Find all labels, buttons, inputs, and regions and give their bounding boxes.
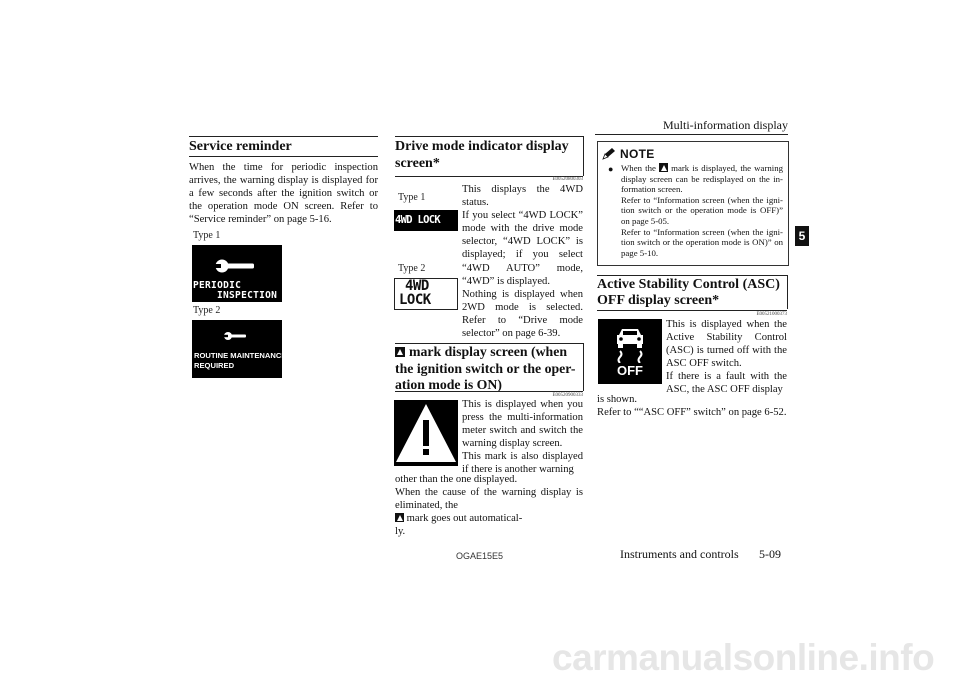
periodic-text: PERIODIC (193, 280, 242, 291)
header-rule (595, 134, 788, 135)
asc-text-narrow (666, 318, 787, 397)
note-body (621, 163, 783, 258)
lock-text: LOCK (399, 292, 431, 308)
asc-side-rule (787, 275, 788, 309)
section-heading-underline (189, 156, 378, 157)
warn-para3b: mark goes out automatical- (406, 513, 523, 525)
asc-para1: This is displayed when the Active Stability Control (ASC) is turned off with the ASC OFF switch. (666, 319, 787, 370)
warn-para2b: other than the one displayed. (395, 474, 518, 485)
drive-type2-screen (394, 278, 458, 310)
asc-para3: Refer to ““ASC OFF” switch” on page 6-52. (597, 407, 787, 419)
service-paragraph: When the time for periodic inspection arrives, the warning display is displayed for a few seconds after the ignition switch or the operation mode ON screen. Refer to “Service reminder” on page 5-16. (189, 162, 378, 226)
running-header: Multi-information display (663, 118, 788, 132)
warn-heading-line1: mark display screen (when (409, 344, 568, 359)
note-text-a: When the (621, 163, 656, 173)
service-type2-label: Type 2 (193, 305, 221, 316)
warn-para1: This is displayed when you press the multi-information meter switch and switch the warning display screen. (462, 399, 583, 450)
note-ref1: Refer to “Information screen (when the igni-tion switch or the operation mode is OFF)” on page 5-05. (621, 194, 783, 226)
asc-heading-line2: OFF display screen* (597, 293, 720, 308)
drive-mode-para3: Nothing is displayed when 2WD mode is selected. Refer to “Drive mode selector” on page 6-39. (462, 288, 583, 340)
doc-code: OGAE15E5 (456, 551, 504, 561)
section-top-rule (189, 136, 378, 137)
warning-mark-icon (395, 347, 405, 357)
asc-para2a: If there is a fault with the ASC, the ASC OFF display (666, 371, 787, 396)
required-text: REQUIRED (194, 361, 235, 370)
note-text-b: mark is displayed, the warning display screen can be redisplayed on the in-formation screen. (621, 163, 784, 195)
warning-triangle-icon (394, 400, 458, 466)
drive-mode-side-rule (583, 136, 584, 176)
asc-text-wide (597, 393, 787, 419)
drive-type2-label: Type 2 (398, 263, 426, 274)
warn-para3a: When the cause of the warning display is eliminated, the (395, 487, 583, 512)
note-header (602, 145, 655, 163)
drive-type1-label: Type 1 (398, 192, 426, 203)
drive-mode-code: E00520800303 (552, 177, 583, 182)
4wd-lock-text: 4WD LOCK (395, 214, 440, 226)
asc-car-skid-icon (598, 321, 662, 363)
routine-maintenance-text: ROUTINE MAINTENANCE (194, 351, 287, 360)
warning-display-screen (394, 400, 458, 466)
warn-text-wide (395, 473, 583, 538)
4wd-text: 4WD (405, 278, 429, 294)
drive-mode-heading-line1: Drive mode indicator display (395, 139, 569, 154)
footer-section-title: Instruments and controls (620, 547, 739, 561)
wrench-icon (192, 245, 282, 281)
asc-code: E00521000373 (756, 312, 787, 317)
drive-type1-screen (394, 210, 458, 231)
warning-mark-inline-icon (395, 513, 404, 522)
warn-section-side-rule (583, 343, 584, 391)
drive-mode-heading-line2: screen* (395, 156, 440, 171)
service-type2-screen (192, 320, 287, 378)
warn-heading-line3: ation mode is ON) (395, 376, 502, 392)
asc-off-screen (598, 319, 662, 384)
warn-para3c: ly. (395, 526, 406, 538)
service-type1-screen (192, 245, 282, 302)
asc-heading-line1: Active Stability Control (ASC) (597, 277, 780, 292)
drive-mode-top-rule (395, 136, 583, 137)
note-ref2: Refer to “Information screen (when the igni-tion switch or the operation mode is ON)” on page 5-10. (621, 226, 783, 258)
note-pencil-icon (602, 148, 616, 160)
asc-para2b: is shown. (597, 394, 638, 405)
warn-para2a: This mark is also displayed if there is another warning (462, 451, 583, 476)
chapter-tab-number: 5 (798, 229, 806, 243)
warn-heading-underline (395, 391, 583, 392)
warn-para3-line2 (395, 512, 583, 525)
wrench-icon-small (192, 320, 282, 350)
chapter-tab (795, 226, 809, 246)
asc-top-rule (597, 275, 787, 276)
note-box (597, 141, 789, 266)
warn-text-narrow (462, 398, 583, 477)
drive-mode-text (462, 183, 583, 340)
note-title: NOTE (620, 147, 655, 161)
page-number: 5-09 (759, 547, 781, 561)
asc-off-text: OFF (617, 363, 643, 378)
warning-mark-note-icon (659, 163, 668, 172)
section-heading-service-reminder: Service reminder (189, 139, 292, 154)
asc-heading-underline (597, 310, 787, 311)
warn-section-code: E00520900333 (552, 393, 583, 398)
warn-heading-line2: the ignition switch or the oper- (395, 361, 576, 376)
drive-mode-para1: This displays the 4WD status. (462, 184, 583, 209)
watermark-text: carmanualsonline.info (552, 637, 935, 678)
warn-heading (395, 343, 581, 392)
inspection-text: INSPECTION (217, 290, 278, 301)
drive-mode-para2: If you select “4WD LOCK” mode with the drive mode selector, “4WD LOCK” is displayed; if you select “4WD AUTO” mode, “4WD” is displayed. (462, 210, 583, 287)
note-bullet: ● (608, 164, 614, 174)
service-type1-label: Type 1 (193, 230, 221, 241)
